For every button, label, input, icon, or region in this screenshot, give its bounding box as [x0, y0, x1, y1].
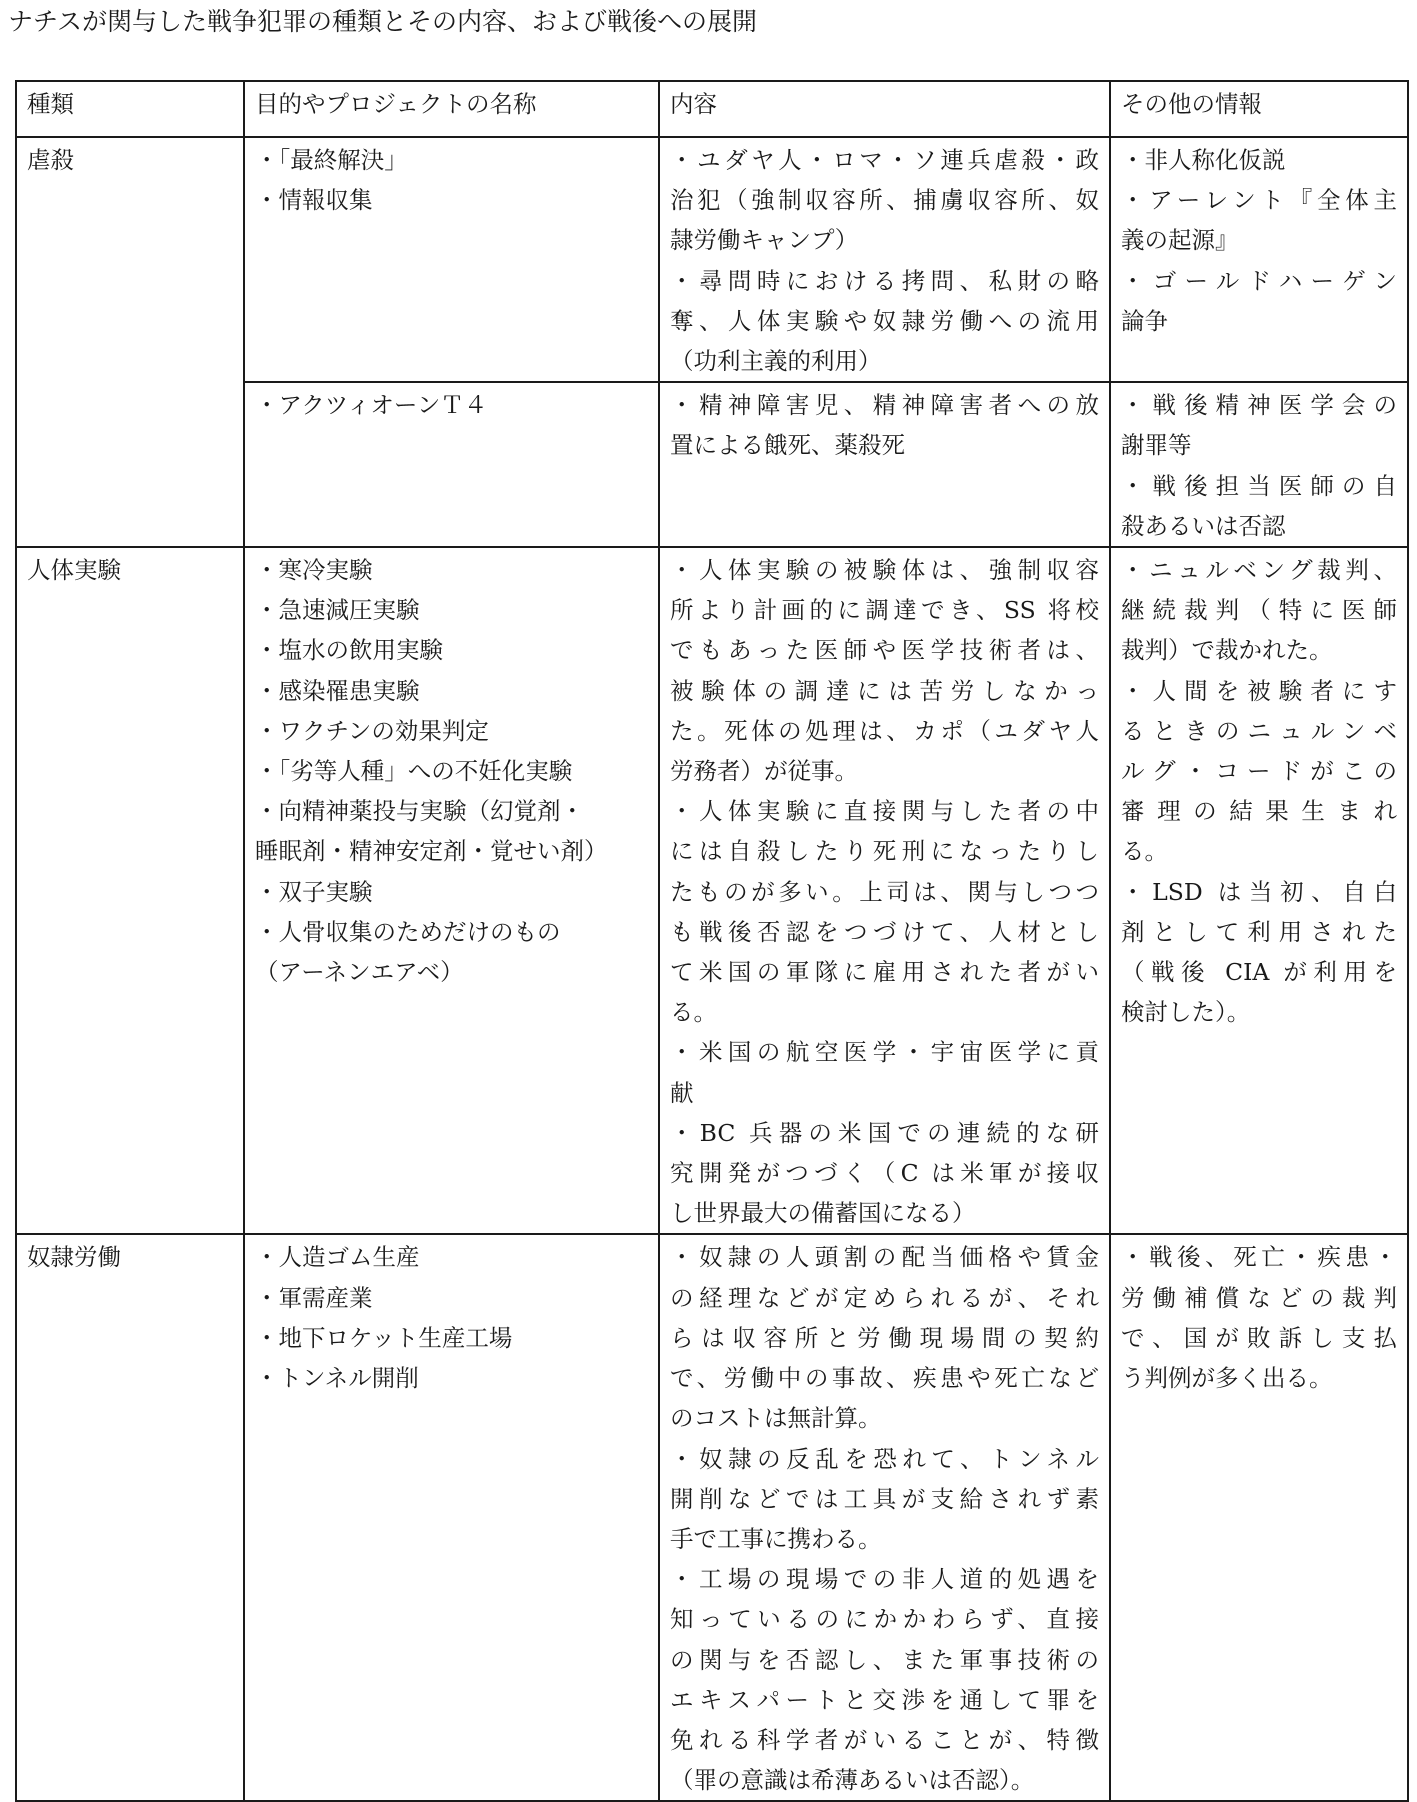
text-line: 知っているのにかかわらず、直接 [670, 1605, 1099, 1634]
cell-project-names [244, 1234, 659, 1801]
text-line: 労務者）が従事。 [670, 757, 858, 786]
text-line: ルグ・コードがこの [1121, 757, 1397, 786]
text-line: 論争 [1121, 306, 1168, 335]
text-line: ・ワクチンの効果判定 [255, 716, 489, 745]
text-line: ・人間を被験者にす [1121, 676, 1397, 705]
text-line: て米国の軍隊に雇用された者がい [670, 958, 1099, 987]
text-line: 審理の結果生まれ [1121, 797, 1397, 826]
text-line: ・尋問時における拷問、私財の略 [670, 266, 1099, 295]
cell-other-info [1110, 382, 1408, 547]
text-line: 被験体の調達には苦労しなかっ [670, 676, 1099, 705]
text-line: 治犯（強制収容所、捕虜収容所、奴 [670, 186, 1099, 215]
text-line: 究開発がつづく（C は米軍が接収 [670, 1159, 1099, 1188]
cell-other-info [1110, 137, 1408, 382]
text-line: ・ニュルベング裁判、 [1121, 556, 1397, 585]
text-line: ・人体実験の被験体は、強制収容 [670, 556, 1099, 585]
table-row [16, 547, 1408, 1234]
text-line: 謝罪等 [1121, 431, 1192, 460]
text-line: ・人骨収集のためだけのもの [255, 917, 561, 946]
text-line: ・トンネル開削 [255, 1364, 419, 1393]
text-line: ・人造ゴム生産 [255, 1243, 420, 1272]
text-line: 手で工事に携わる。 [670, 1524, 882, 1553]
text-line: 奪、人体実験や奴隷労働への流用 [670, 306, 1099, 335]
text-line: ・向精神薬投与実験（幻覚剤・ [255, 797, 584, 826]
cell-other-info [1110, 547, 1408, 1234]
header-other-info: その他の情報 [1110, 81, 1408, 137]
text-line: （戦後 CIA が利用を [1121, 958, 1397, 987]
text-line: ・アーレント『全体主 [1121, 186, 1397, 215]
text-line: ・「最終解決」 [255, 146, 408, 174]
text-line: た。死体の処理は、カポ（ユダヤ人 [670, 716, 1099, 745]
cell-type: 奴隷労働 [16, 1234, 244, 1801]
text-line: る。 [670, 998, 717, 1027]
text-line: ・戦後精神医学会の [1121, 391, 1397, 420]
text-line: 置による餓死、薬殺死 [670, 431, 905, 460]
text-line: （罪の意識は希薄あるいは否認）。 [670, 1766, 1035, 1795]
text-line: らは収容所と労働現場間の契約 [670, 1323, 1099, 1352]
text-line: ・人体実験に直接関与した者の中 [670, 797, 1099, 826]
table-header-row [16, 81, 1408, 137]
cell-type: 人体実験 [16, 547, 244, 1234]
cell-project-names [244, 547, 659, 1234]
text-line: 裁判）で裁かれた。 [1121, 636, 1333, 665]
text-line: ・精神障害児、精神障害者への放 [670, 391, 1099, 420]
text-line: 検討した）。 [1121, 998, 1251, 1027]
text-line: （アーネンエアベ） [255, 958, 464, 987]
text-line: 継続裁判（特に医師 [1121, 596, 1397, 625]
text-line: には自殺したり死刑になったりし [670, 837, 1099, 866]
text-line: ・「劣等人種」への不妊化実験 [255, 757, 573, 786]
text-line: ・情報収集 [255, 186, 373, 215]
text-line: ・奴隷の人頭割の配当価格や賃金 [670, 1243, 1099, 1272]
text-line: ・米国の航空医学・宇宙医学に貢 [670, 1038, 1099, 1067]
text-line: ・戦後、死亡・疾患・ [1121, 1243, 1397, 1272]
cell-content [659, 137, 1110, 382]
cell-project-names [244, 137, 659, 382]
document-title: ナチスが関与した戦争犯罪の種類とその内容、および戦後への展開 [8, 7, 758, 36]
text-line: 所より計画的に調達でき、SS 将校 [670, 596, 1099, 625]
text-line: 免れる科学者がいることが、特徴 [670, 1725, 1099, 1754]
text-line: ・非人称化仮説 [1121, 146, 1286, 174]
text-line: ・急速減圧実験 [255, 596, 420, 625]
text-line: ・工場の現場での非人道的処遇を [670, 1565, 1099, 1594]
text-line: ・アクツィオーンＴ４ [255, 391, 488, 420]
text-line: の関与を否認し、また軍事技術の [670, 1645, 1099, 1674]
text-line: ・地下ロケット生産工場 [255, 1323, 513, 1352]
header-project-name: 目的やプロジェクトの名称 [244, 81, 659, 137]
text-line: （功利主義的利用） [670, 347, 882, 376]
text-line: 睡眠剤・精神安定剤・覚せい剤） [255, 837, 608, 866]
text-line: ・双子実験 [255, 877, 373, 906]
text-line: ・軍需産業 [255, 1283, 373, 1312]
text-line: ・寒冷実験 [255, 556, 373, 585]
text-line: 開削などでは工具が支給されず素 [670, 1484, 1099, 1513]
text-line: う判例が多く出る。 [1121, 1364, 1333, 1393]
war-crimes-table [15, 80, 1409, 1802]
text-line: るときのニュルンベ [1121, 716, 1397, 745]
header-type: 種類 [16, 81, 244, 137]
cell-other-info [1110, 1234, 1408, 1801]
text-line: ・BC 兵器の米国での連続的な研 [670, 1118, 1099, 1147]
text-line: で、労働中の事故、疾患や死亡など [670, 1364, 1099, 1393]
text-line: でもあった医師や医学技術者は、 [670, 636, 1099, 665]
text-line: 隷労働キャンプ） [670, 226, 859, 255]
cell-type: 虐殺 [16, 137, 244, 547]
text-line: たものが多い。上司は、関与しつつ [670, 877, 1099, 906]
text-line: エキスパートと交渉を通して罪を [670, 1685, 1099, 1714]
text-line: 剤として利用された [1121, 917, 1397, 946]
text-line: ・奴隷の反乱を恐れて、トンネル [670, 1444, 1099, 1473]
text-line: で、国が敗訴し支払 [1121, 1323, 1397, 1352]
text-line: し世界最大の備蓄国になる） [670, 1199, 976, 1228]
header-content: 内容 [659, 81, 1110, 137]
text-line: のコストは無計算。 [670, 1404, 882, 1433]
text-line: ・ユダヤ人・ロマ・ソ連兵虐殺・政 [670, 146, 1099, 174]
table-row [16, 137, 1408, 382]
text-line: ・戦後担当医師の自 [1121, 471, 1397, 500]
table-body [16, 137, 1408, 1801]
text-line: 義の起源』 [1121, 226, 1239, 255]
cell-content [659, 547, 1110, 1234]
text-line: ・塩水の飲用実験 [255, 636, 443, 665]
text-line: ・ゴールドハーゲン [1121, 266, 1397, 295]
text-line: ・LSD は当初、自白 [1121, 877, 1397, 906]
cell-project-names [244, 382, 659, 547]
text-line: る。 [1121, 837, 1168, 866]
table-row [16, 1234, 1408, 1801]
text-line: 献 [670, 1078, 694, 1107]
text-line: の経理などが定められるが、それ [670, 1283, 1099, 1312]
cell-content [659, 1234, 1110, 1801]
text-line: 殺あるいは否認 [1121, 511, 1286, 540]
text-line: 労働補償などの裁判 [1121, 1283, 1397, 1312]
text-line: ・感染罹患実験 [255, 676, 420, 705]
cell-content [659, 382, 1110, 547]
text-line: も戦後否認をつづけて、人材とし [670, 917, 1099, 946]
